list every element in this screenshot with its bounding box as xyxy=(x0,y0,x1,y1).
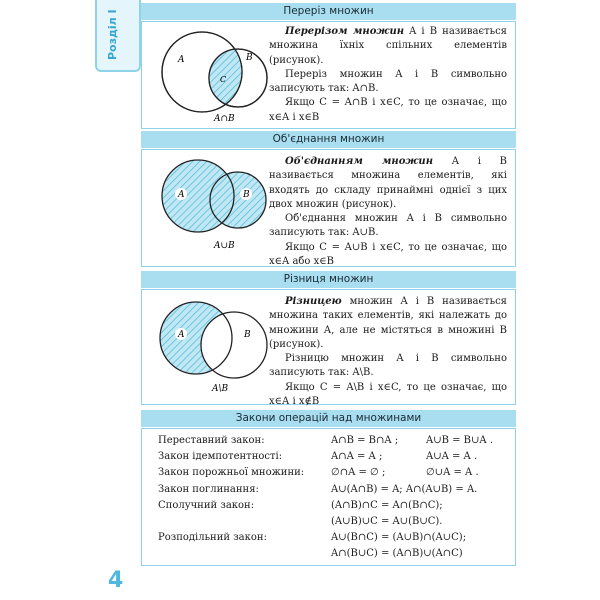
venn-caption: A∪B xyxy=(214,241,235,251)
venn-label-a: A xyxy=(178,190,185,200)
term: Перерізом множин xyxy=(285,26,404,37)
law-f1: ∅∩A = ∅ ; xyxy=(331,467,386,479)
definition: A і B називається множина елементів, які входять до складу принаймні однієї з цих двох множин (рисунок). xyxy=(269,156,507,210)
union-section xyxy=(141,149,516,267)
section-header-difference: Різниця множин xyxy=(141,271,516,288)
definition: A і B називається множина їхніх спільних елементів (рисунок). xyxy=(269,26,507,66)
difference-section xyxy=(141,289,516,408)
term: Різницею xyxy=(285,296,342,307)
laws-section xyxy=(141,428,516,566)
implication: Якщо C = A∪B і x∈C, то це означає, що x∈A або x∈B xyxy=(269,241,507,268)
intersection-section xyxy=(141,21,516,129)
law-row xyxy=(158,484,508,500)
chapter-tab-label: Розділ І xyxy=(106,9,119,60)
difference-text xyxy=(269,295,507,409)
venn-label-b: B xyxy=(246,53,253,63)
venn-label-a: A xyxy=(178,55,185,65)
venn-label-a: A xyxy=(178,330,185,340)
intersection-venn-diagram xyxy=(152,20,272,135)
law-name: Розподільний закон: xyxy=(158,532,267,544)
law-name: Закон ідемпотентності: xyxy=(158,451,283,463)
venn-label-b: B xyxy=(243,190,250,200)
notation: Різницю множин A і B символьно записують так: A\B. xyxy=(269,353,507,379)
notation: Об'єднання множин A і B символьно записують так: A∪B. xyxy=(269,213,507,239)
venn-caption: A\B xyxy=(212,384,229,394)
law-row xyxy=(158,516,508,532)
law-f2: ∅∪A = A . xyxy=(426,467,479,479)
page-number: 4 xyxy=(108,568,124,593)
notation: Переріз множин A і B символьно записують так: A∩B. xyxy=(269,68,507,95)
chapter-tab xyxy=(95,0,141,72)
law-row xyxy=(158,435,508,451)
term: Об'єднанням множин xyxy=(285,156,433,167)
law-row xyxy=(158,467,508,483)
law-f1: A∩(B∪C) = (A∩B)∪(A∩C) xyxy=(331,548,463,560)
law-name: Сполучний закон: xyxy=(158,499,255,511)
law-f1: A∩B = B∩A ; xyxy=(331,435,399,446)
law-row xyxy=(158,548,508,564)
venn-caption: A∩B xyxy=(214,114,235,124)
venn-label-c: C xyxy=(220,75,227,84)
intersection-text xyxy=(269,25,507,125)
difference-venn-diagram xyxy=(152,292,272,407)
section-header-laws: Закони операцій над множинами xyxy=(141,410,516,427)
section-header-intersection: Переріз множин xyxy=(141,3,516,20)
union-venn-diagram xyxy=(152,152,272,267)
definition: множин A і B називається множина таких елементів, які належать до множини A, але не містяться в множині B (рисунок). xyxy=(269,296,507,350)
implication: Якщо C = A\B і x∈C, то це означає, що x∈A і x∉B xyxy=(269,381,507,408)
law-row xyxy=(158,532,508,548)
venn-label-b: B xyxy=(244,330,251,340)
section-header-union: Об'єднання множин xyxy=(141,131,516,148)
law-f1: A∪(B∩C) = (A∪B)∩(A∪C); xyxy=(331,532,467,544)
implication: Якщо C = A∩B і x∈C, то це означає, що x∈A і x∈B xyxy=(269,97,507,123)
law-f1: (A∩B)∩C = A∩(B∩C); xyxy=(331,499,443,511)
law-name: Закон поглинання: xyxy=(158,483,259,495)
law-f1: A∪(A∩B) = A; A∩(A∪B) = A. xyxy=(331,483,478,495)
law-name: Закон порожньої множини: xyxy=(158,467,305,479)
law-name: Переставний закон: xyxy=(158,435,265,446)
law-f1: (A∪B)∪C = A∪(B∪C). xyxy=(331,516,443,527)
law-row xyxy=(158,451,508,467)
law-row xyxy=(158,500,508,516)
law-f2: A∪B = B∪A . xyxy=(426,435,493,446)
union-text xyxy=(269,155,507,269)
law-f1: A∩A = A ; xyxy=(331,451,383,463)
law-f2: A∪A = A . xyxy=(426,451,478,463)
